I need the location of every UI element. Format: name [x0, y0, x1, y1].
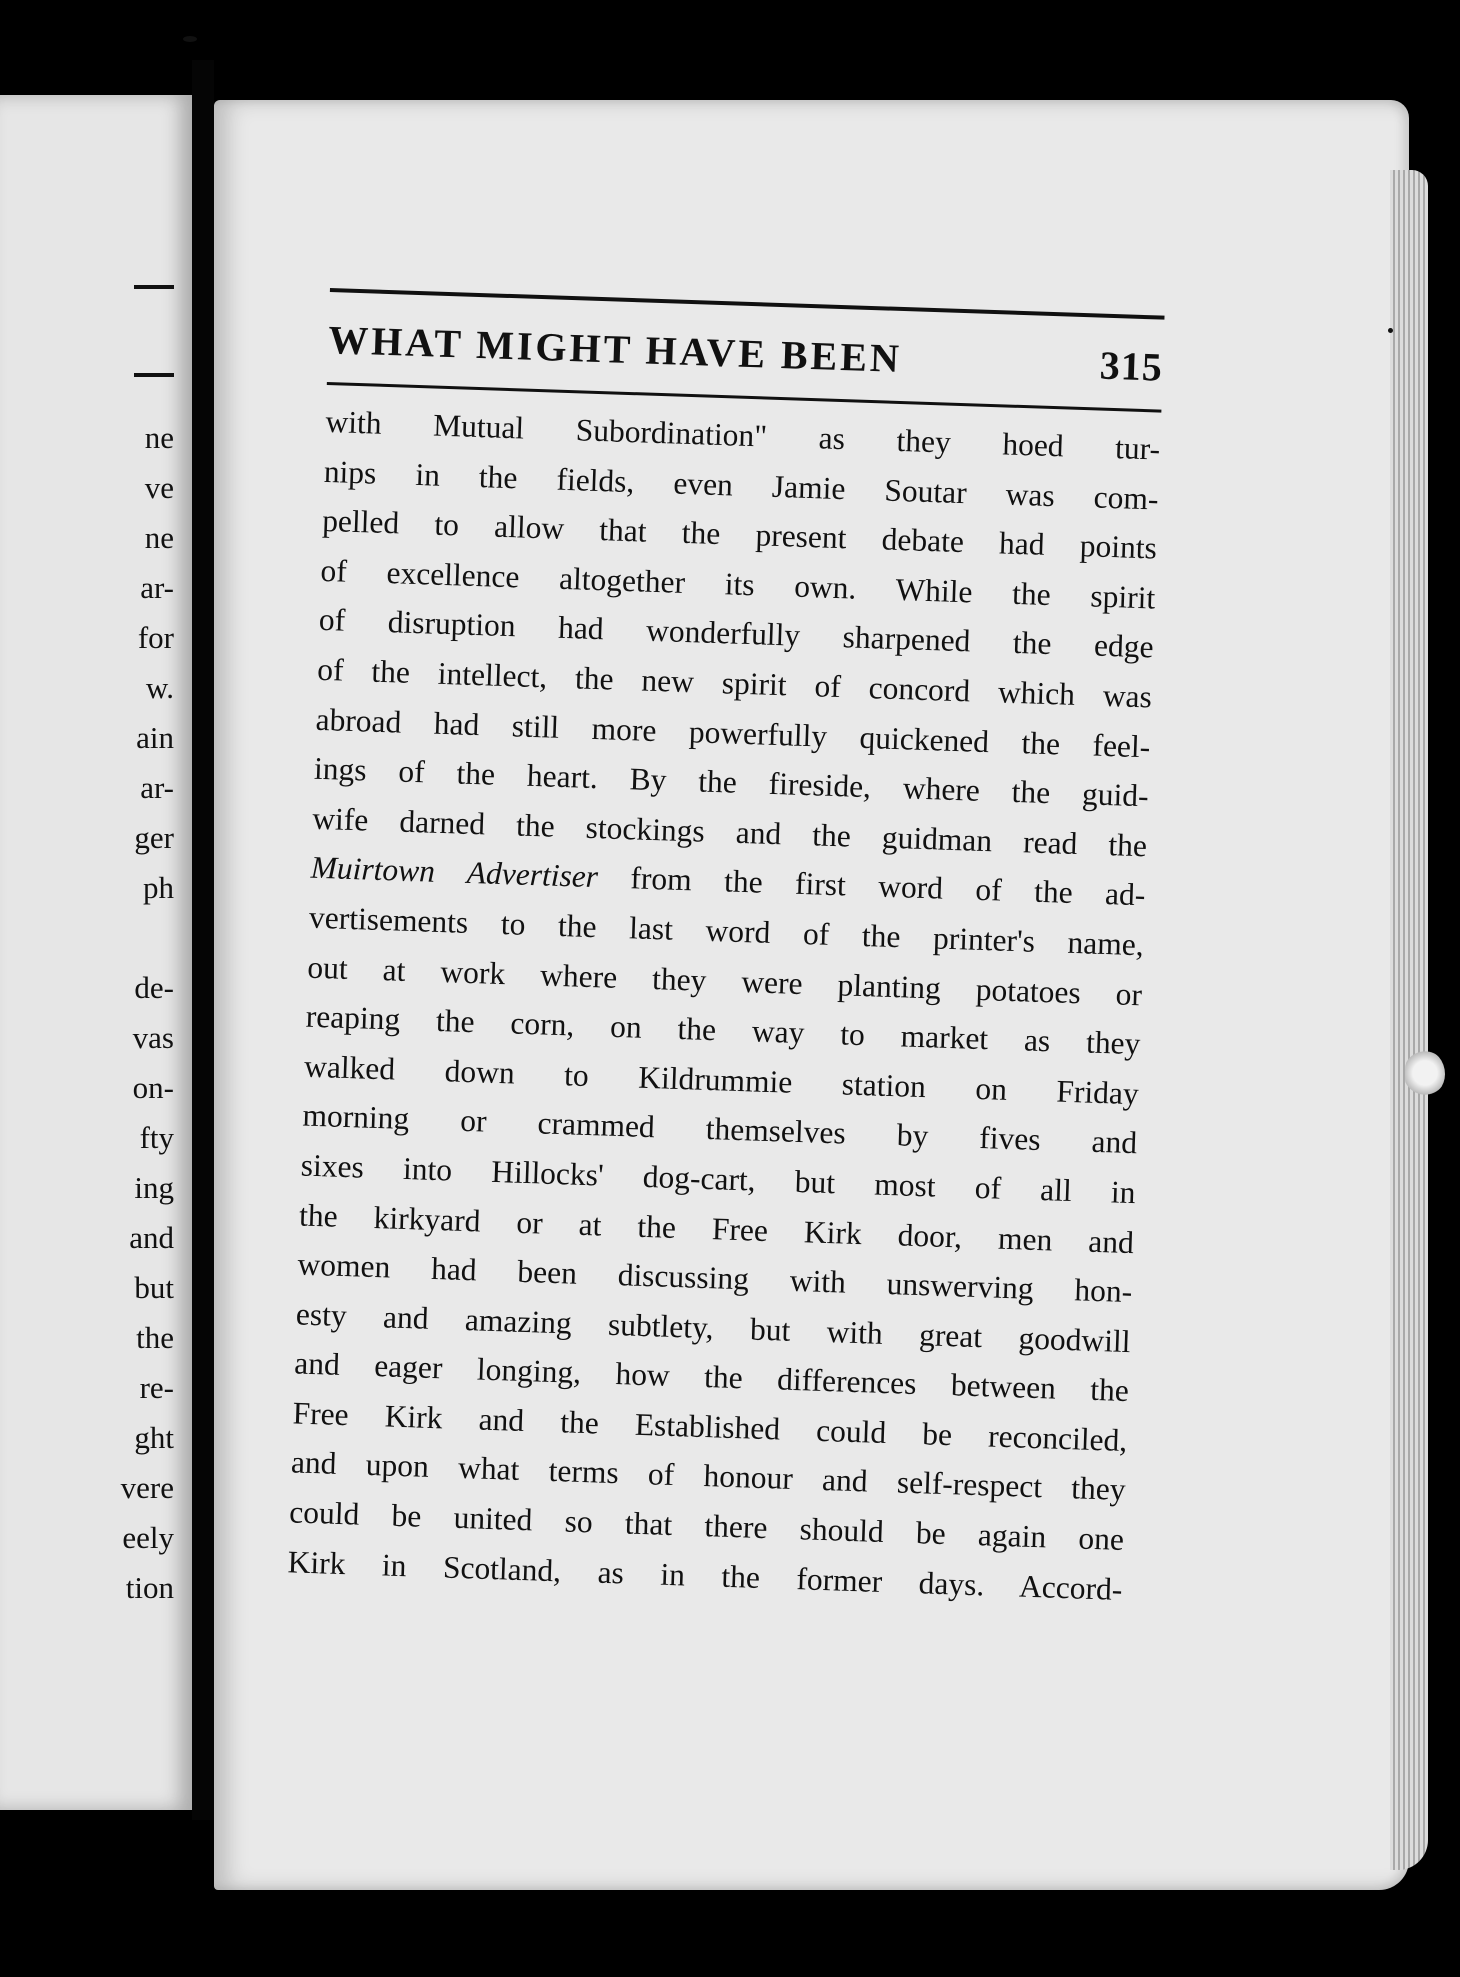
left-page-fragment: w.	[145, 670, 174, 705]
page-number: 315	[1099, 342, 1164, 390]
text-line: wife darned the stockings and the guidman read the	[311, 800, 1148, 864]
page-text-block	[287, 288, 1165, 1614]
text-line: sixes into Hillocks' dog-cart, but most of all in	[300, 1147, 1137, 1211]
text-line: out at work where they were planting potatoes or	[306, 949, 1143, 1012]
left-page-fragment: de-	[134, 970, 174, 1005]
text-line: and eager longing, how the differences between the	[293, 1345, 1130, 1409]
text-line: the kirkyard or at the Free Kirk door, men and	[298, 1197, 1135, 1260]
text-line: morning or crammed themselves by fives and	[301, 1097, 1138, 1161]
left-page-fragment: vas	[132, 1020, 174, 1055]
left-page-fragment: ar-	[140, 770, 174, 805]
facing-page-left	[0, 95, 192, 1810]
left-page-fragment: fty	[139, 1120, 174, 1155]
text-line: of excellence altogether its own. While the spirit	[320, 552, 1156, 616]
left-page-rule-top	[134, 285, 174, 289]
left-page-fragment: re-	[139, 1370, 174, 1405]
scan-speck	[1388, 328, 1393, 333]
left-page-fragment: ph	[143, 870, 174, 905]
left-page-fragment: eely	[122, 1520, 174, 1555]
text-line: vertisements to the last word of the printer's name,	[308, 899, 1145, 963]
text-line: of the intellect, the new spirit of concord which was	[316, 651, 1153, 715]
text-line: esty and amazing subtlety, but with great goodwill	[295, 1296, 1132, 1359]
left-page-fragment: ing	[134, 1170, 174, 1205]
text-line: nips in the fields, even Jamie Soutar was com-	[323, 453, 1160, 517]
left-page-text-fragments	[121, 413, 174, 1613]
left-page-rule-bottom	[134, 373, 174, 377]
left-page-fragment: on-	[132, 1070, 174, 1105]
left-page-fragment: vere	[120, 1470, 174, 1505]
text-line: reaping the corn, on the way to market as they	[305, 998, 1141, 1062]
text-line: of disruption had wonderfully sharpened the edge	[318, 602, 1155, 665]
text-line: abroad had still more powerfully quickened the feel-	[315, 701, 1151, 765]
left-page-fragment: ain	[136, 720, 174, 755]
text-line: women had been discussing with unswerving hon-	[297, 1246, 1133, 1310]
text-line-rest: from the first word of the ad-	[597, 859, 1146, 913]
left-page-fragment: tion	[125, 1570, 174, 1605]
text-line: and upon what terms of honour and self-respect they	[290, 1444, 1127, 1508]
scan-speck	[183, 36, 197, 42]
left-page-fragment: and	[129, 1220, 174, 1255]
left-page-fragment: ve	[144, 470, 174, 505]
left-page-fragment: ne	[144, 420, 174, 455]
running-head-title: WHAT MIGHT HAVE BEEN	[327, 316, 903, 381]
text-line: pelled to allow that the present debate had points	[321, 503, 1158, 566]
left-page-fragment: the	[136, 1320, 174, 1355]
left-page-fragment	[121, 913, 174, 963]
text-line: with Mutual Subordination" as they hoed tur-	[324, 403, 1161, 467]
left-page-fragment: ger	[134, 820, 174, 855]
left-page-fragment: but	[134, 1270, 174, 1305]
left-page-fragment: ght	[134, 1420, 174, 1455]
text-line: ings of the heart. By the fireside, where the guid-	[313, 750, 1150, 814]
italic-title: Muirtown Advertiser	[310, 850, 599, 895]
paper-smudge	[1405, 1050, 1445, 1096]
text-line: Free Kirk and the Established could be reconciled,	[292, 1395, 1128, 1458]
page-edges	[1390, 170, 1428, 1870]
left-page-fragment: ne	[144, 520, 174, 555]
text-line: walked down to Kildrummie station on Friday	[303, 1048, 1140, 1111]
left-page-fragment: ar-	[140, 570, 174, 605]
body-text	[287, 397, 1161, 1614]
left-page-fragment: for	[137, 620, 174, 655]
book-gutter	[192, 60, 214, 1820]
text-line: Kirk in Scotland, as in the former days. Accord-	[287, 1543, 1123, 1607]
text-line: could be united so that there should be again one	[288, 1494, 1125, 1558]
